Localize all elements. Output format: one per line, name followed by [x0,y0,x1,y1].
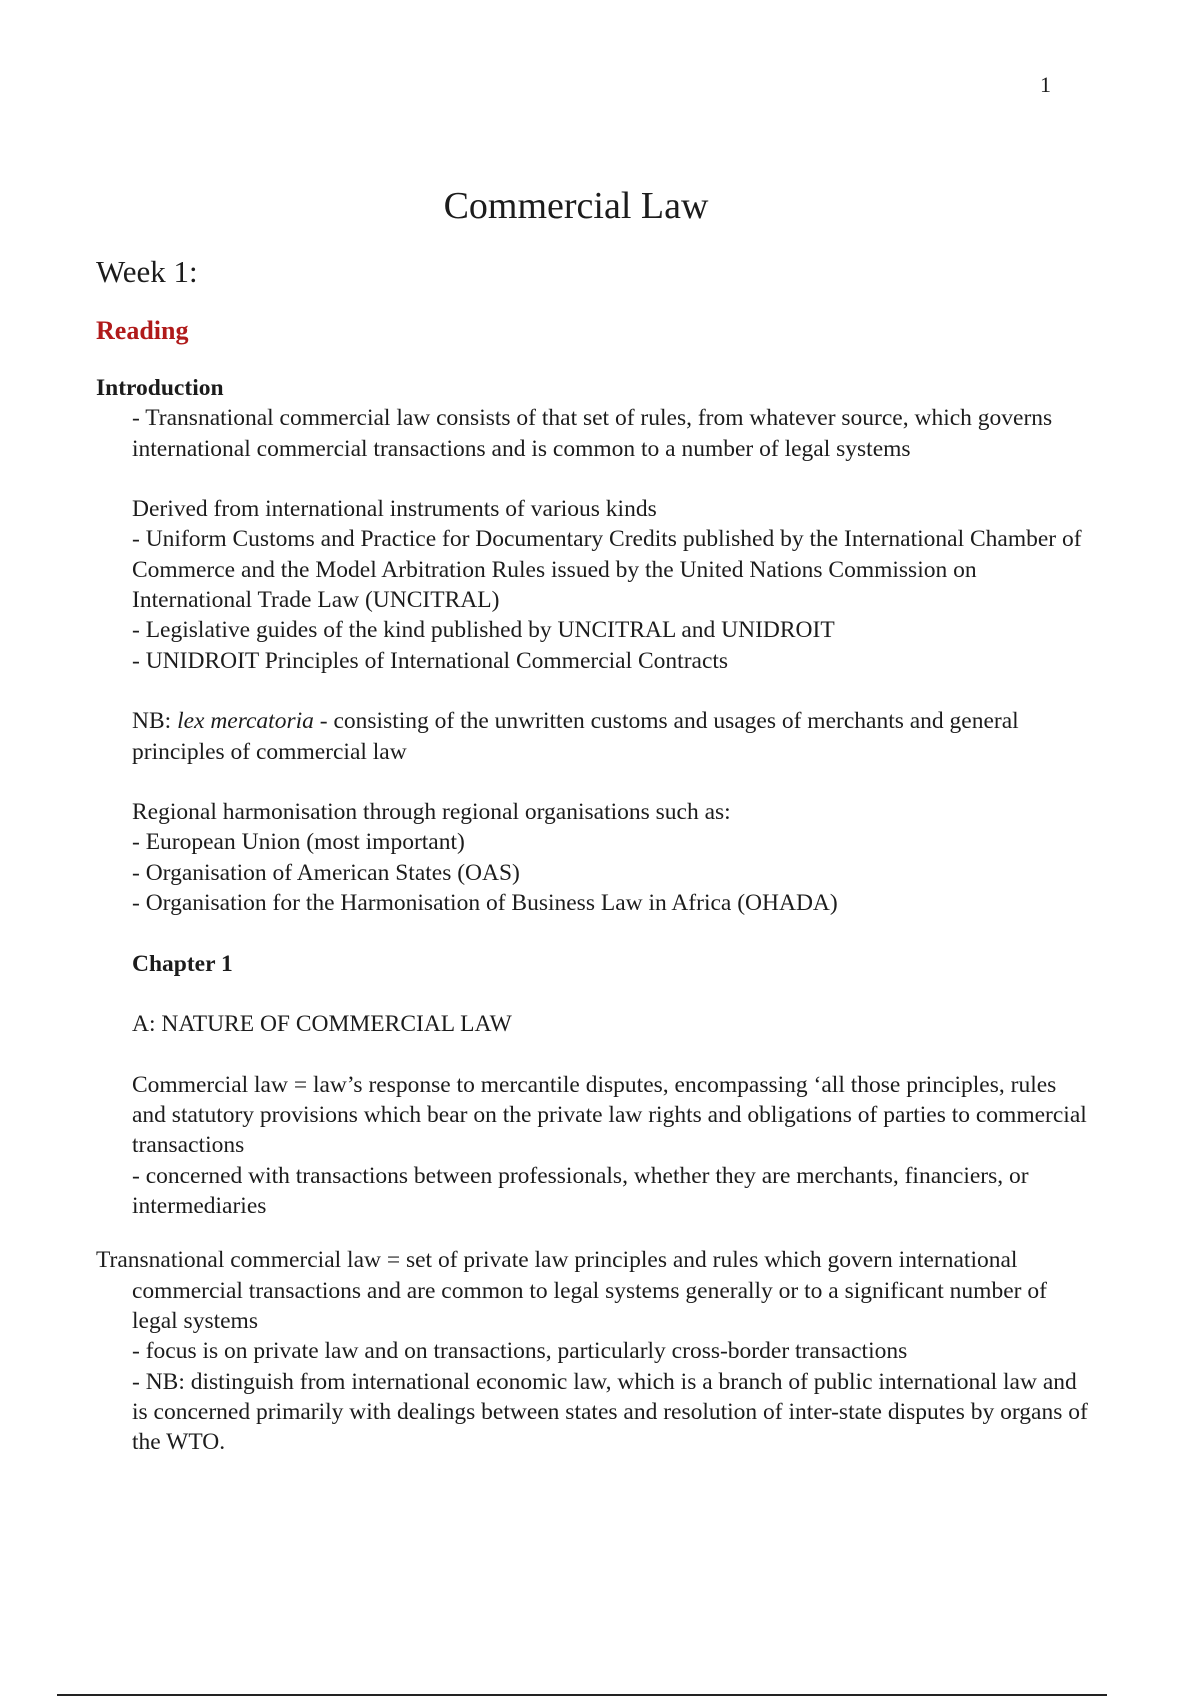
regional-org-item: - Organisation of American States (OAS) [132,859,520,886]
transnational-focus: - focus is on private law and on transactions, particularly cross-border transactions [132,1338,908,1365]
nb-lex-mercatoria [96,706,1096,767]
section-a-heading: A: NATURE OF COMMERCIAL LAW [132,1011,512,1038]
transnational-nb: - NB: distinguish from international economic law, which is a branch of public international law and is concerned primarily with dealings between states and resolution of inter-state disputes by organs of the WTO. [132,1368,1088,1456]
regional-org-item: - Organisation for the Harmonisation of Business Law in Africa (OHADA) [132,890,838,917]
nb-prefix: NB: [132,708,178,735]
commercial-law-definition: Commercial law = law’s response to mercantile disputes, encompassing ‘all those principles, rules and statutory provisions which bear on the private law rights and obligations of parties to commercial transactions [132,1071,1087,1159]
derived-from-text: Derived from international instruments of various kinds [132,496,657,523]
chapter-heading: Chapter 1 [132,950,233,977]
introduction-heading: Introduction [96,375,224,401]
commercial-law-note: - concerned with transactions between professionals, whether they are merchants, financiers, or intermediaries [132,1162,1029,1220]
page-number: 1 [1040,72,1051,97]
regional-intro: Regional harmonisation through regional organisations such as: [132,799,731,826]
document-body [96,373,1096,1457]
week-heading: Week 1: [96,254,198,289]
nb-term: lex mercatoria [177,708,314,735]
instrument-item: - UNIDROIT Principles of International Commercial Contracts [132,647,729,674]
reading-heading: Reading [96,316,189,345]
regional-org-item: - European Union (most important) [132,829,465,856]
document-title: Commercial Law [443,185,709,227]
nb-rest: - consisting of the unwritten customs and usages of merchants and general principles of commercial law [132,708,1019,765]
instrument-item: - Legislative guides of the kind published by UNCITRAL and UNIDROIT [132,617,835,644]
instrument-item: - Uniform Customs and Practice for Documentary Credits published by the International Chamber of Commerce and the Model Arbitration Rules issued by the United Nations Commission on International Trade Law (UNCITRAL) [132,526,1082,614]
footer-divider [57,1694,1107,1696]
introduction-definition: - Transnational commercial law consists of that set of rules, from whatever source, which governs international commercial transactions and is common to a number of legal systems [132,405,1053,462]
transnational-definition: Transnational commercial law = set of private law principles and rules which govern international commercial transactions and are common to legal systems generally or to a significant number of legal systems [96,1247,1047,1334]
